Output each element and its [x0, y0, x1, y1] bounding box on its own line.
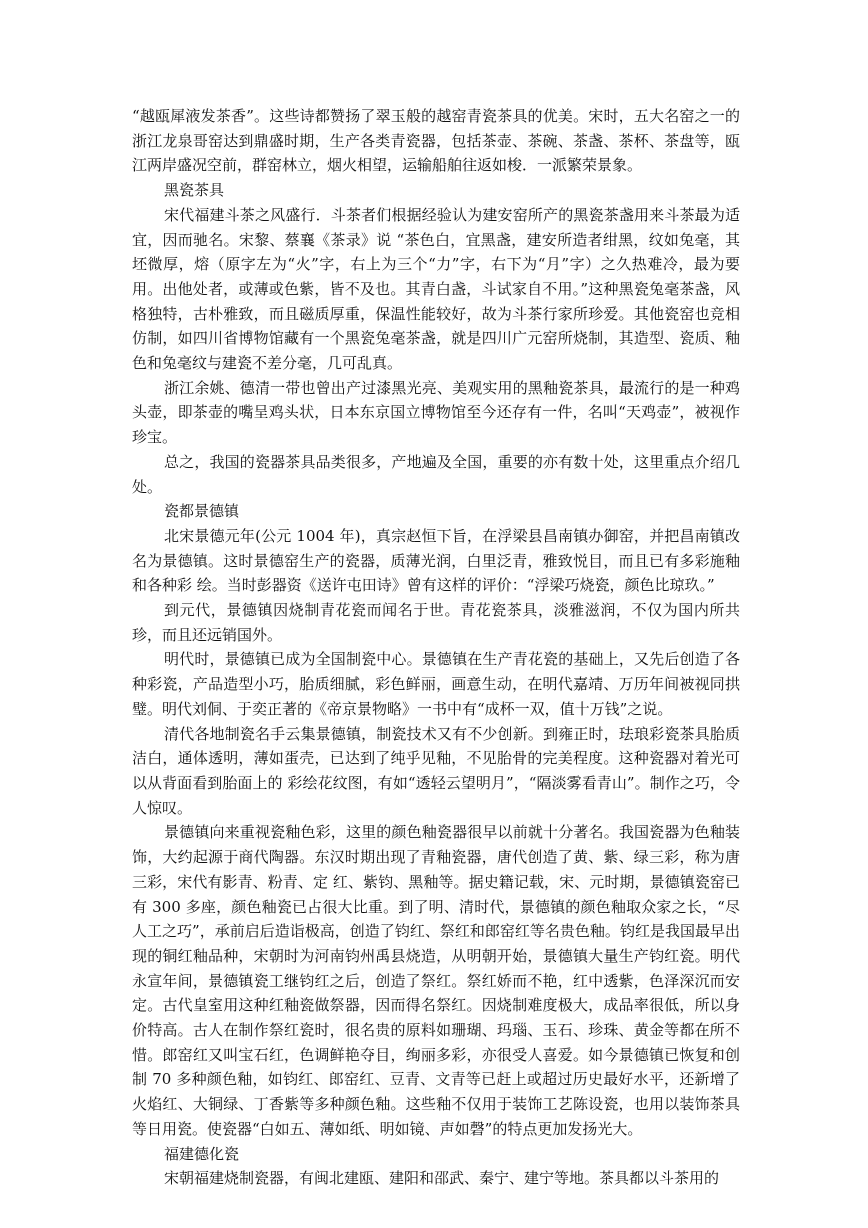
- body-paragraph: 浙江余姚、德清一带也曾出产过漆黑光亮、美观实用的黑釉瓷茶具，最流行的是一种鸡头壶，即茶壶的嘴呈鸡头状，日本东京国立博物馆至今还存有一件，名叫“天鸡壶”，被视作珍宝。: [132, 378, 740, 447]
- body-paragraph: 明代时，景德镇已成为全国制瓷中心。景德镇在生产青花瓷的基础上，又先后创造了各种彩瓷，产品造型小巧，胎质细腻，彩色鲜丽，画意生动，在明代嘉靖、万历年间被视同拱璧。明代刘侗、于奕正著的《帝京景物略》一书中有“成杯一双，值十万钱”之说。: [132, 650, 740, 718]
- body-paragraph: 宋朝福建烧制瓷器，有闽北建瓯、建阳和邵武、秦宁、建宁等地。茶具都以斗茶用的: [164, 1169, 720, 1188]
- continuation-paragraph: “越瓯犀液发茶香”。这些诗都赞扬了翠玉般的越窑青瓷茶具的优美。宋时，五大名窑之一的浙江龙泉哥窑达到鼎盛时期，生产各类青瓷器，包括茶壶、茶碗、茶盏、茶杯、茶盘等，瓯江两岸盛况空前，群窑林立，烟火相望，运输船舶往返如梭．一派繁荣景象。: [132, 107, 740, 175]
- body-paragraph: 宋代福建斗茶之风盛行．斗茶者们根据经验认为建安窑所产的黑瓷茶盏用来斗茶最为适宜，因而驰名。宋黎、蔡襄《茶录》说 “茶色白，宜黑盏，建安所造者绀黑，纹如兔毫，其坯微厚，熔（原字左为“火”字，右上为三个“力”字，右下为“月”字）之久热难冷，最为要用。出他处者，或薄或色紫，皆不及也。其青白盏，斗试家自不用。”这种黑瓷兔毫茶盏，风格独特，古朴雅致，而且磁质厚重，保温性能较好，故为斗茶行家所珍爱。其他瓷窑也竞相仿制，如四川省博物馆藏有一个黑瓷兔毫茶盏，就是四川广元窑所烧制，其造型、瓷质、釉色和兔毫纹与建瓷不差分毫，几可乱真。: [132, 205, 740, 373]
- body-paragraph: 总之，我国的瓷器茶具品类很多，产地遍及全国，重要的亦有数十处，这里重点介绍几处。: [132, 452, 740, 496]
- body-paragraph: 到元代，景德镇因烧制青花瓷而闻名于世。青花瓷茶具，淡雅滋润，不仅为国内所共珍，而且还远销国外。: [132, 601, 740, 644]
- section-heading-dehua: 福建德化瓷: [164, 1144, 240, 1163]
- body-paragraph: 清代各地制瓷名手云集景德镇，制瓷技术又有不少创新。到雍正时，珐琅彩瓷茶具胎质洁白，通体透明，薄如蛋壳，已达到了纯乎见釉，不见胎骨的完美程度。这种瓷器对着光可以从背面看到胎面上的 彩绘花纹图，有如“透轻云望明月”，“隔淡雾看青山”。制作之巧，令人惊叹。: [132, 724, 740, 817]
- section-heading-black-porcelain: 黑瓷茶具: [164, 181, 225, 200]
- section-heading-jingdezhen: 瓷都景德镇: [164, 502, 240, 521]
- body-paragraph: 景德镇向来重视瓷釉色彩，这里的颜色釉瓷器很早以前就十分著名。我国瓷器为色釉装饰，大约起源于商代陶器。东汉时期出现了青釉瓷器，唐代创造了黄、紫、绿三彩，称为唐三彩，宋代有影青、粉青、定 红、紫钧、黑釉等。据史籍记载，宋、元时期，景德镇瓷窑已有 300 多座，颜色釉瓷已占很大比重。到了明、清时代，景德镇的颜色釉取众家之长，“尽人工之巧”，承前启后造诣极高，创造了钧红、祭红和郎窑红等名贵色釉。钧红是我国最早出现的铜红釉品种，宋朝时为河南钧州禹县烧造，从明朝开始，景德镇大量生产钧红瓷。明代永宣年间，景德镇瓷工继钧红之后，创造了祭红。祭红娇而不艳，红中透紫，色泽深沉而安定。古代皇室用这种红釉瓷做祭器，因而得名祭红。因烧制难度极大，成品率很低，所以身价特高。古人在制作祭红瓷时，很名贵的原料如珊瑚、玛瑙、玉石、珍珠、黄金等都在所不惜。郎窑红又叫宝石红，色调鲜艳夺目，绚丽多彩，亦很受人喜爱。如今景德镇已恢复和创制 70 多种颜色釉，如钧红、郎窑红、豆青、文青等已赶上或超过历史最好水平，还新增了火焰红、大铜绿、丁香紫等多种颜色釉。这些釉不仅用于装饰工艺陈设瓷，也用以装饰茶具等日用瓷。使瓷器“白如五、薄如纸、明如镜、声如磬”的特点更加发扬光大。: [132, 823, 740, 1138]
- body-paragraph: 北宋景德元年(公元 1004 年)，真宗赵恒下旨，在浮梁县昌南镇办御窑，并把昌南镇改名为景德镇。这时景德窑生产的瓷器，质薄光润，白里泛青，雅致悦目，而且已有多彩施釉和各种彩 绘。当时彭器资《送许屯田诗》曾有这样的评价：“浮梁巧烧瓷，颜色比琼玖。”: [132, 526, 740, 595]
